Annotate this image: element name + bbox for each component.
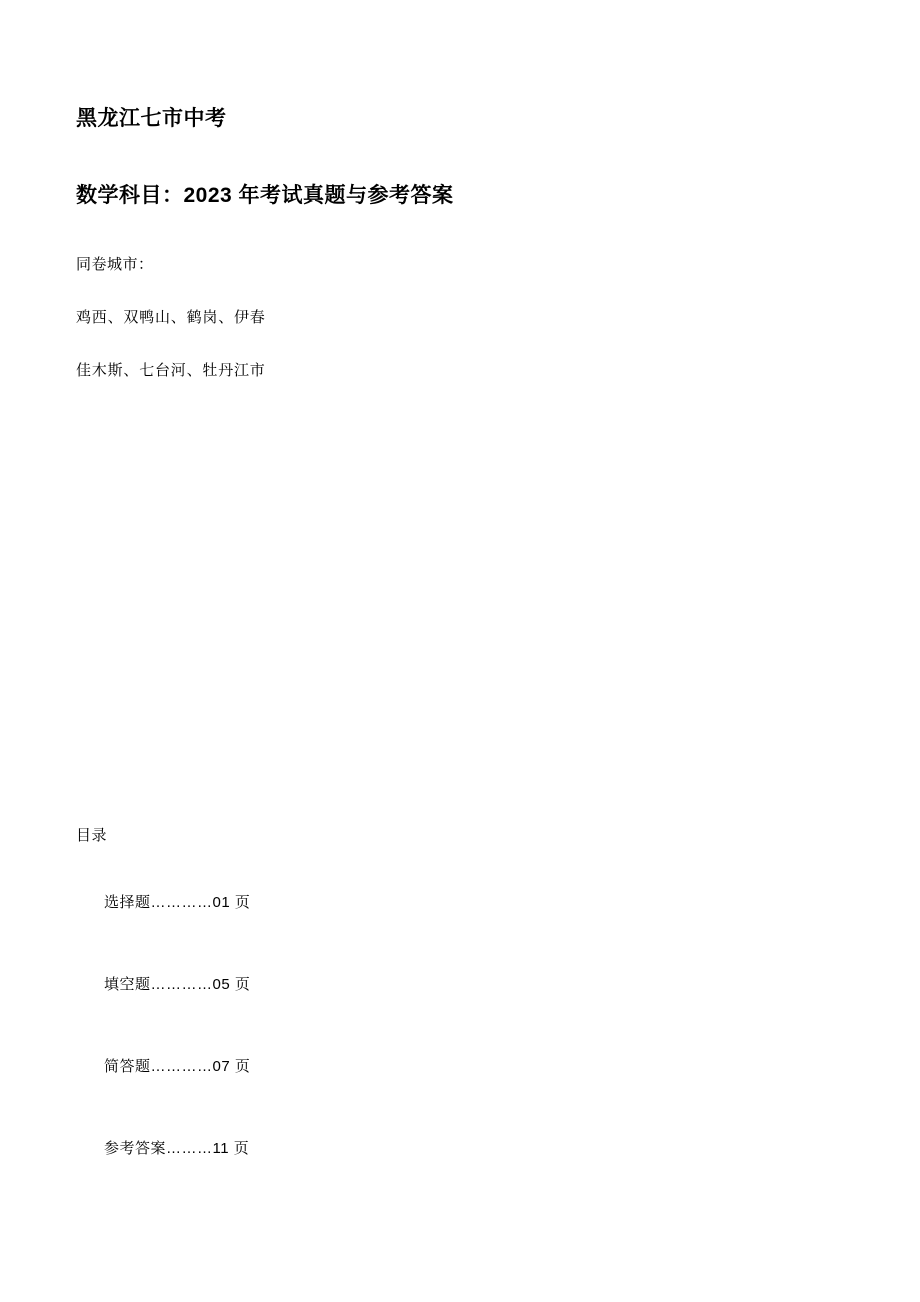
toc-entry-label: 填空题	[104, 976, 151, 993]
toc-entry-leader: ………	[166, 1140, 213, 1157]
page-title: 黑龙江七市中考	[76, 107, 227, 130]
toc-entry-page: 01 页	[212, 894, 251, 911]
city-list-line-1: 鸡西、双鸭山、鹤岗、伊春	[76, 309, 266, 326]
toc-entry-multiple-choice[interactable]	[76, 880, 846, 925]
toc-entry-fill-in-blank[interactable]	[76, 962, 846, 1007]
toc-entry-leader: …………	[150, 1058, 213, 1075]
toc-entry-page: 07 页	[212, 1058, 251, 1075]
toc-entry-page: 11 页	[212, 1140, 250, 1157]
toc-entry-label: 选择题	[104, 894, 151, 911]
toc-entry-leader: …………	[150, 894, 213, 911]
city-list-line-2: 佳木斯、七台河、牡丹江市	[76, 362, 266, 379]
toc-entry-leader: …………	[150, 976, 213, 993]
page-subtitle: 数学科目：2023 年考试真题与参考答案	[76, 184, 454, 207]
table-of-contents-heading: 目录	[76, 827, 108, 844]
toc-entry-label: 简答题	[104, 1058, 151, 1075]
toc-entry-page: 05 页	[212, 976, 251, 993]
toc-entry-answer-key[interactable]	[76, 1126, 846, 1171]
same-paper-cities-label: 同卷城市：	[76, 256, 154, 273]
toc-entry-short-answer[interactable]	[76, 1044, 846, 1089]
page-content	[76, 0, 846, 1171]
toc-entry-label: 参考答案	[104, 1140, 167, 1157]
